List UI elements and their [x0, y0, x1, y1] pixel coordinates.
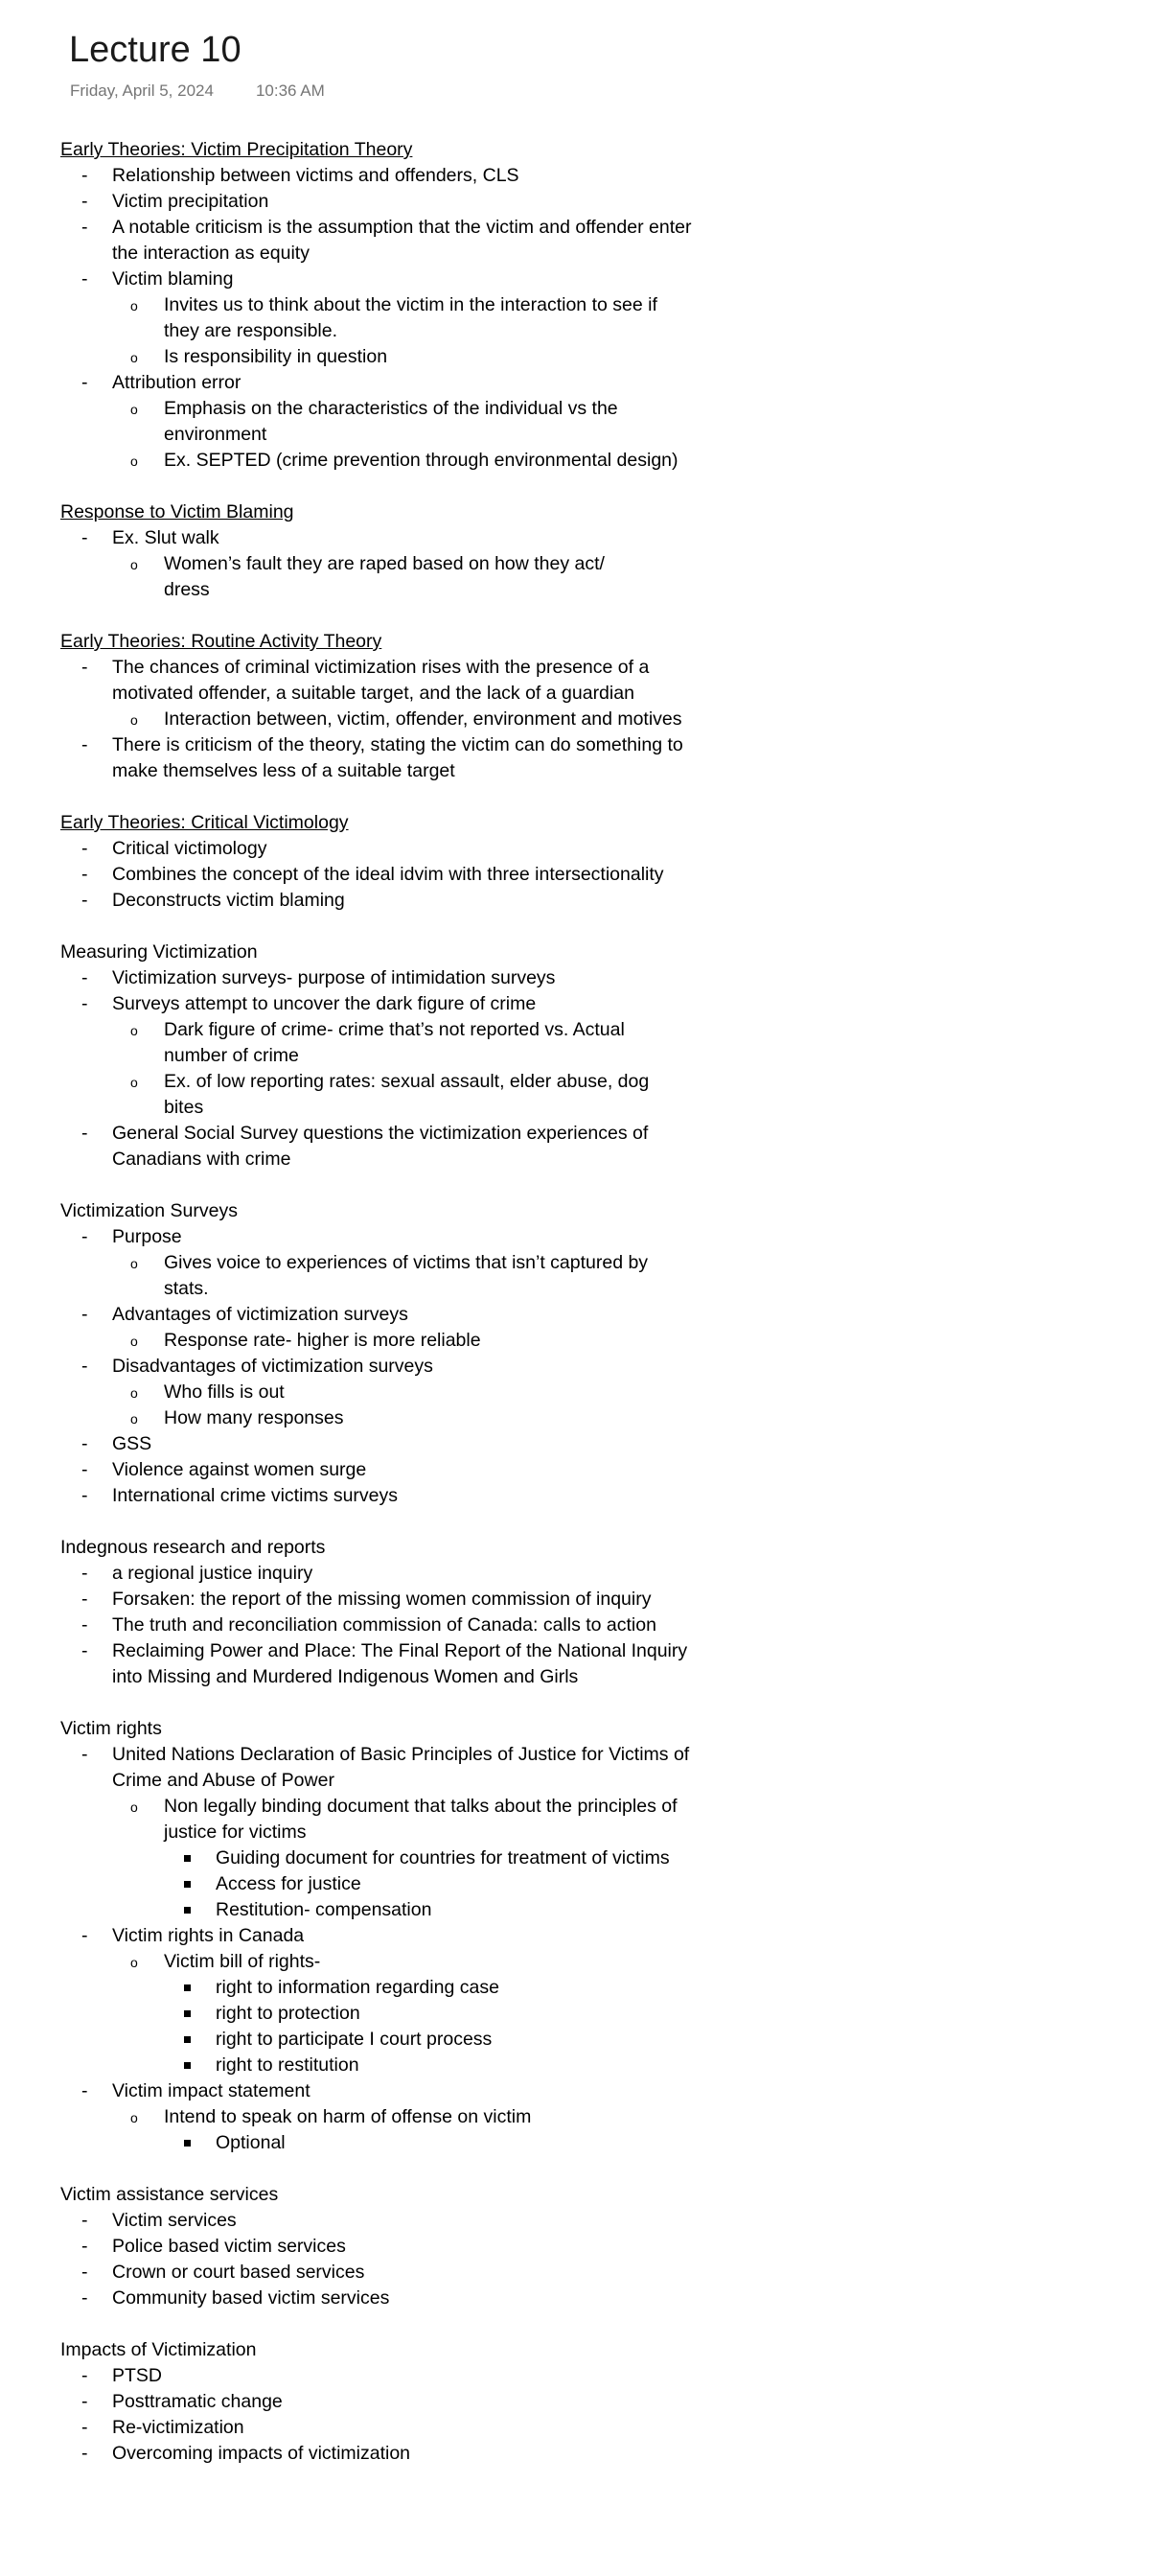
section-heading: Victimization Surveys	[60, 1200, 238, 1221]
section	[60, 499, 693, 603]
sub-list-item: o Who fills is out	[112, 1380, 693, 1405]
list-item: - Violence against women surge	[60, 1457, 693, 1483]
list-item: - Posttramatic change	[60, 2389, 693, 2415]
list-item: - Deconstructs victim blaming	[60, 888, 693, 914]
bullet-list	[60, 965, 693, 1172]
list-item: - Relationship between victims and offenders, CLS	[60, 163, 693, 189]
list-item: - Surveys attempt to uncover the dark figure of crime o Dark figure of crime- crime that’s not reported vs. Actual number of crime o Ex. of low reporting rates: sexual assault, elder abuse, dog bites	[60, 991, 693, 1121]
sub-list	[112, 1017, 693, 1121]
page-meta	[70, 81, 325, 102]
bullet-list	[60, 655, 693, 784]
sub-list-item: o Gives voice to experiences of victims that isn’t captured by stats.	[112, 1250, 693, 1302]
bullet-list	[60, 1561, 693, 1690]
section	[60, 1535, 693, 1690]
list-item: - Re-victimization	[60, 2415, 693, 2441]
list-item: - Critical victimology	[60, 836, 693, 862]
sub-list	[112, 396, 693, 474]
list-item: - Advantages of victimization surveys o Response rate- higher is more reliable	[60, 1302, 693, 1354]
sub-list	[112, 551, 693, 603]
list-item: - Victim precipitation	[60, 189, 693, 215]
list-item: - GSS	[60, 1431, 693, 1457]
section-heading: Victim rights	[60, 1718, 162, 1739]
bullet-list	[60, 1224, 693, 1509]
sub-list	[112, 1949, 693, 2078]
note-content[interactable]	[60, 137, 693, 2493]
section	[60, 810, 693, 914]
list-item: - Victim impact statement o Intend to speak on harm of offense on victim Optional	[60, 2078, 693, 2156]
bullet-list	[60, 2208, 693, 2311]
list-item: - Ex. Slut walk o Women’s fault they are raped based on how they act/ dress	[60, 525, 693, 603]
list-item: - Combines the concept of the ideal idvim with three intersectionality	[60, 862, 693, 888]
page-title[interactable]: Lecture 10	[69, 30, 242, 70]
list-item: - United Nations Declaration of Basic Principles of Justice for Victims of Crime and Abuse of Power o Non legally binding document that talks about the principles of justice for victims Guiding document for countries for treatment of victims Access for justice Restitution- compensation	[60, 1742, 693, 1923]
page-time: 10:36 AM	[255, 81, 325, 100]
list-item: - A notable criticism is the assumption that the victim and offender enter the interaction as equity	[60, 215, 693, 267]
sub-list	[112, 292, 693, 370]
list-item: - General Social Survey questions the victimization experiences of Canadians with crime	[60, 1121, 693, 1172]
list-item: - Attribution error o Emphasis on the characteristics of the individual vs the environment o Ex. SEPTED (crime prevention through environmental design)	[60, 370, 693, 474]
list-item: - International crime victims surveys	[60, 1483, 693, 1509]
sub-list-item: o Interaction between, victim, offender, environment and motives	[112, 707, 693, 732]
list-item: - Forsaken: the report of the missing women commission of inquiry	[60, 1587, 693, 1613]
section-heading: Early Theories: Routine Activity Theory	[60, 631, 382, 652]
section	[60, 1716, 693, 2156]
section	[60, 1198, 693, 1509]
list-item: - Police based victim services	[60, 2234, 693, 2260]
list-item: - Victim rights in Canada o Victim bill of rights- right to information regarding case right to protection right to participate I court process right to restitution	[60, 1923, 693, 2078]
section-heading: Victim assistance services	[60, 2184, 279, 2205]
sub-list-item: o Response rate- higher is more reliable	[112, 1328, 693, 1354]
sub-sub-list-item: right to participate I court process	[164, 2027, 693, 2053]
list-item: - The chances of criminal victimization rises with the presence of a motivated offender, a suitable target, and the lack of a guardian o Interaction between, victim, offender, environment and motives	[60, 655, 693, 732]
list-item: - PTSD	[60, 2363, 693, 2389]
sub-list	[112, 707, 693, 732]
sub-sub-list-item: right to information regarding case	[164, 1975, 693, 2001]
sub-sub-list-item: Guiding document for countries for treatment of victims	[164, 1845, 693, 1871]
sub-list-item: o Victim bill of rights- right to information regarding case right to protection right to participate I court process right to restitution	[112, 1949, 693, 2078]
sub-sub-list	[164, 1975, 693, 2078]
section	[60, 137, 693, 474]
list-item: - Overcoming impacts of victimization	[60, 2441, 693, 2467]
section	[60, 940, 693, 1172]
section-heading: Early Theories: Critical Victimology	[60, 812, 349, 833]
sub-list	[112, 2104, 693, 2156]
sub-list	[112, 1380, 693, 1431]
section	[60, 629, 693, 784]
section	[60, 2182, 693, 2311]
bullet-list	[60, 836, 693, 914]
list-item: - The truth and reconciliation commission of Canada: calls to action	[60, 1613, 693, 1638]
sub-list-item: o Non legally binding document that talks about the principles of justice for victims Guiding document for countries for treatment of victims Access for justice Restitution- compensation	[112, 1794, 693, 1923]
sub-list-item: o Is responsibility in question	[112, 344, 693, 370]
sub-list	[112, 1328, 693, 1354]
sub-sub-list-item: right to restitution	[164, 2053, 693, 2078]
list-item: - Victim blaming o Invites us to think about the victim in the interaction to see if they are responsible. o Is responsibility in question	[60, 267, 693, 370]
section-heading: Response to Victim Blaming	[60, 501, 294, 522]
sub-list-item: o Women’s fault they are raped based on how they act/ dress	[112, 551, 693, 603]
sub-list	[112, 1794, 693, 1923]
section-heading: Impacts of Victimization	[60, 2339, 257, 2360]
bullet-list	[60, 1742, 693, 2156]
list-item: - There is criticism of the theory, stating the victim can do something to make themselves less of a suitable target	[60, 732, 693, 784]
bullet-list	[60, 163, 693, 474]
sub-sub-list	[164, 2130, 693, 2156]
sub-sub-list	[164, 1845, 693, 1923]
sub-sub-list-item: Restitution- compensation	[164, 1897, 693, 1923]
sub-list-item: o Intend to speak on harm of offense on victim Optional	[112, 2104, 693, 2156]
list-item: - Purpose o Gives voice to experiences of victims that isn’t captured by stats.	[60, 1224, 693, 1302]
section-heading: Measuring Victimization	[60, 941, 258, 963]
sub-list-item: o Dark figure of crime- crime that’s not reported vs. Actual number of crime	[112, 1017, 693, 1069]
sub-sub-list-item: Optional	[164, 2130, 693, 2156]
list-item: - Victimization surveys- purpose of intimidation surveys	[60, 965, 693, 991]
sub-list-item: o Ex. SEPTED (crime prevention through environmental design)	[112, 448, 693, 474]
list-item: - Reclaiming Power and Place: The Final Report of the National Inquiry into Missing and Murdered Indigenous Women and Girls	[60, 1638, 693, 1690]
list-item: - Community based victim services	[60, 2286, 693, 2311]
bullet-list	[60, 525, 693, 603]
page-date: Friday, April 5, 2024	[70, 81, 214, 100]
list-item: - Crown or court based services	[60, 2260, 693, 2286]
sub-list-item: o Invites us to think about the victim in the interaction to see if they are responsible.	[112, 292, 693, 344]
sub-sub-list-item: right to protection	[164, 2001, 693, 2027]
sub-sub-list-item: Access for justice	[164, 1871, 693, 1897]
sub-list-item: o Emphasis on the characteristics of the individual vs the environment	[112, 396, 693, 448]
sub-list	[112, 1250, 693, 1302]
sub-list-item: o Ex. of low reporting rates: sexual assault, elder abuse, dog bites	[112, 1069, 693, 1121]
list-item: - a regional justice inquiry	[60, 1561, 693, 1587]
bullet-list	[60, 2363, 693, 2467]
list-item: - Disadvantages of victimization surveys o Who fills is out o How many responses	[60, 1354, 693, 1431]
section-heading: Early Theories: Victim Precipitation Theory	[60, 139, 413, 160]
section	[60, 2337, 693, 2467]
section-heading: Indegnous research and reports	[60, 1537, 326, 1558]
sub-list-item: o How many responses	[112, 1405, 693, 1431]
list-item: - Victim services	[60, 2208, 693, 2234]
